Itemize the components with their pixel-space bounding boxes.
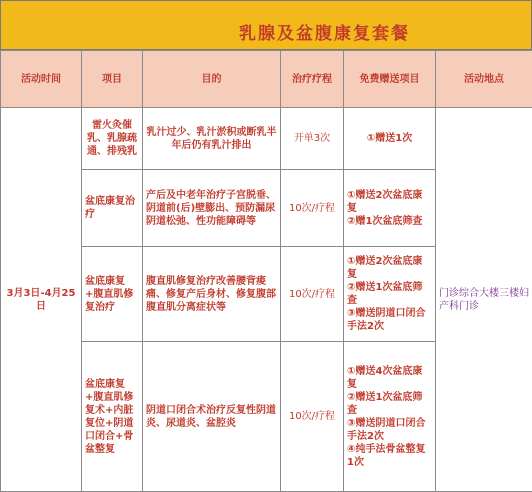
gift-line: ①赠送1次 bbox=[347, 132, 432, 145]
course-cell: 开单3次 bbox=[281, 108, 344, 170]
gift-line: ①赠送2次盆底康复 bbox=[347, 189, 432, 215]
course-cell: 10次/疗程 bbox=[281, 247, 344, 342]
course-cell: 10次/疗程 bbox=[281, 170, 344, 247]
title-bar bbox=[0, 0, 532, 50]
gift-line: ②赠1次盆底筛查 bbox=[347, 215, 432, 228]
gift-line: ①赠送2次盆底康复 bbox=[347, 255, 432, 281]
purpose-cell: 腹直肌修复治疗改善腰背痠痛、修复产后身材、修复腹部腹直肌分离症状等 bbox=[143, 247, 281, 342]
table-row bbox=[1, 108, 532, 170]
header-item: 项目 bbox=[82, 51, 143, 108]
gift-cell bbox=[344, 247, 436, 342]
gift-line: ④纯手法骨盆整复1次 bbox=[347, 443, 432, 469]
purpose-cell: 阴道口闭合术治疗反复性阴道炎、尿道炎、盆腔炎 bbox=[143, 342, 281, 492]
gift-cell bbox=[344, 342, 436, 492]
course-cell: 10次/疗程 bbox=[281, 342, 344, 492]
activity-date: 3月3日-4月25日 bbox=[1, 108, 82, 492]
header-place: 活动地点 bbox=[436, 51, 532, 108]
header-course: 治疗疗程 bbox=[281, 51, 344, 108]
gift-line: ②赠送1次盆底筛查 bbox=[347, 281, 432, 307]
gift-cell bbox=[344, 170, 436, 247]
gift-line: ②赠送1次盆底筛查 bbox=[347, 391, 432, 417]
package-table bbox=[0, 50, 532, 492]
item-cell: 盆底康复+腹直肌修复术+内脏复位+阴道口闭合+骨盆整复 bbox=[82, 342, 143, 492]
header-time: 活动时间 bbox=[1, 51, 82, 108]
page-title: 乳腺及盆腹康复套餐 bbox=[239, 19, 410, 44]
gift-cell bbox=[344, 108, 436, 170]
activity-place: 门诊综合大楼三楼妇产科门诊 bbox=[436, 108, 532, 492]
gift-line: ③赠送阴道口闭合手法2次 bbox=[347, 417, 432, 443]
header-purpose: 目的 bbox=[143, 51, 281, 108]
gift-line: ③赠送阴道口闭合手法2次 bbox=[347, 307, 432, 333]
header-row bbox=[1, 51, 532, 108]
item-cell: 雷火灸催乳、乳腺疏通、排残乳 bbox=[82, 108, 143, 170]
purpose-cell: 产后及中老年治疗子宫脱垂、阴道前(后)壁膨出、预防漏尿阴道松弛、性功能障碍等 bbox=[143, 170, 281, 247]
header-gift: 免费赠送项目 bbox=[344, 51, 436, 108]
item-cell: 盆底康复治疗 bbox=[82, 170, 143, 247]
purpose-cell: 乳汁过少、乳汁淤积或断乳半年后仍有乳汁排出 bbox=[143, 108, 281, 170]
item-cell: 盆底康复+腹直肌修复治疗 bbox=[82, 247, 143, 342]
gift-line: ①赠送4次盆底康复 bbox=[347, 365, 432, 391]
